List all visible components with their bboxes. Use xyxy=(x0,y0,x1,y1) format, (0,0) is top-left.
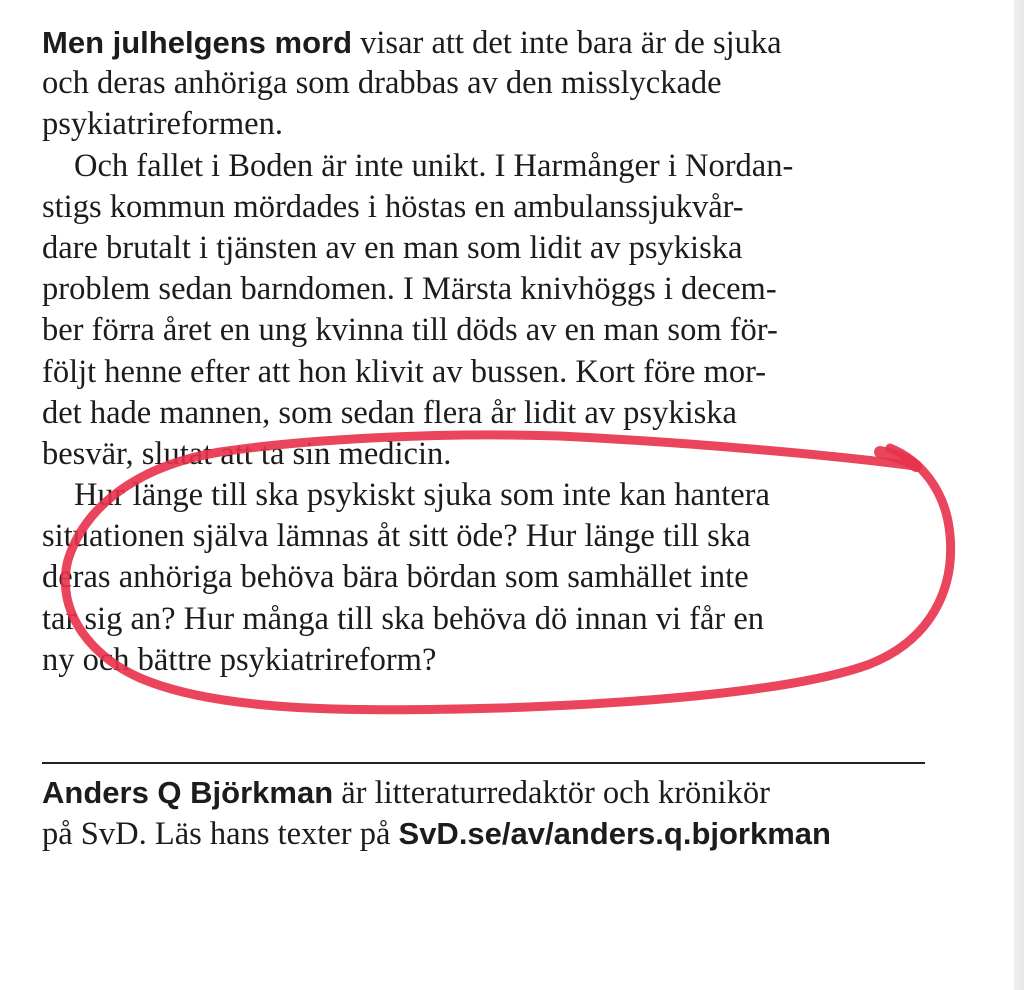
byline-line-1 xyxy=(42,772,942,813)
paragraph-3-line: deras anhöriga behöva bära bördan som samhället inte xyxy=(42,559,749,596)
author-role: är litteraturredaktör och krönikör xyxy=(333,775,770,811)
paragraph-2-line: problem sedan barndomen. I Märsta knivhöggs i decem- xyxy=(42,271,777,308)
paragraph-3-line: ny och bättre psykiatrireform? xyxy=(42,641,437,678)
author-link[interactable]: SvD.se/av/anders.q.bjorkman xyxy=(398,816,831,852)
paragraph-2-line: Och fallet i Boden är inte unikt. I Harmånger i Nordan- xyxy=(74,147,794,184)
paragraph-2-line: stigs kommun mördades i höstas en ambulanssjukvår- xyxy=(42,188,744,225)
paragraph-3-line: Hur länge till ska psykiskt sjuka som inte kan hantera xyxy=(74,477,770,514)
paragraph-3-line: situationen själva lämnas åt sitt öde? Hur länge till ska xyxy=(42,518,751,555)
lead-text: visar att det inte bara är de sjuka xyxy=(352,25,782,61)
paragraph-2-line: följt henne efter att hon klivit av bussen. Kort före mor- xyxy=(42,353,767,390)
author-name: Anders Q Björkman xyxy=(42,775,334,810)
paragraph-1-line-1 xyxy=(42,22,932,63)
article-body xyxy=(42,22,932,681)
page-edge xyxy=(1014,0,1024,990)
paragraph-1-line: och deras anhöriga som drabbas av den misslyckade xyxy=(42,65,722,102)
byline-line-2 xyxy=(42,813,942,854)
author-byline xyxy=(42,772,942,854)
paragraph-1-line: psykiatrireformen. xyxy=(42,106,283,143)
divider-rule xyxy=(42,762,925,764)
paragraph-2-line: besvär, slutat att ta sin medicin. xyxy=(42,435,452,472)
paragraph-3-line: tar sig an? Hur många till ska behöva dö innan vi får en xyxy=(42,600,764,637)
lead-bold-text: Men julhelgens mord xyxy=(42,25,353,60)
paragraph-2-line: ber förra året en ung kvinna till döds av en man som för- xyxy=(42,312,778,349)
paragraph-2-line: dare brutalt i tjänsten av en man som lidit av psykiska xyxy=(42,229,743,266)
byline-prefix: på SvD. Läs hans texter på xyxy=(42,816,399,853)
paragraph-2-line: det hade mannen, som sedan flera år lidit av psykiska xyxy=(42,394,737,431)
